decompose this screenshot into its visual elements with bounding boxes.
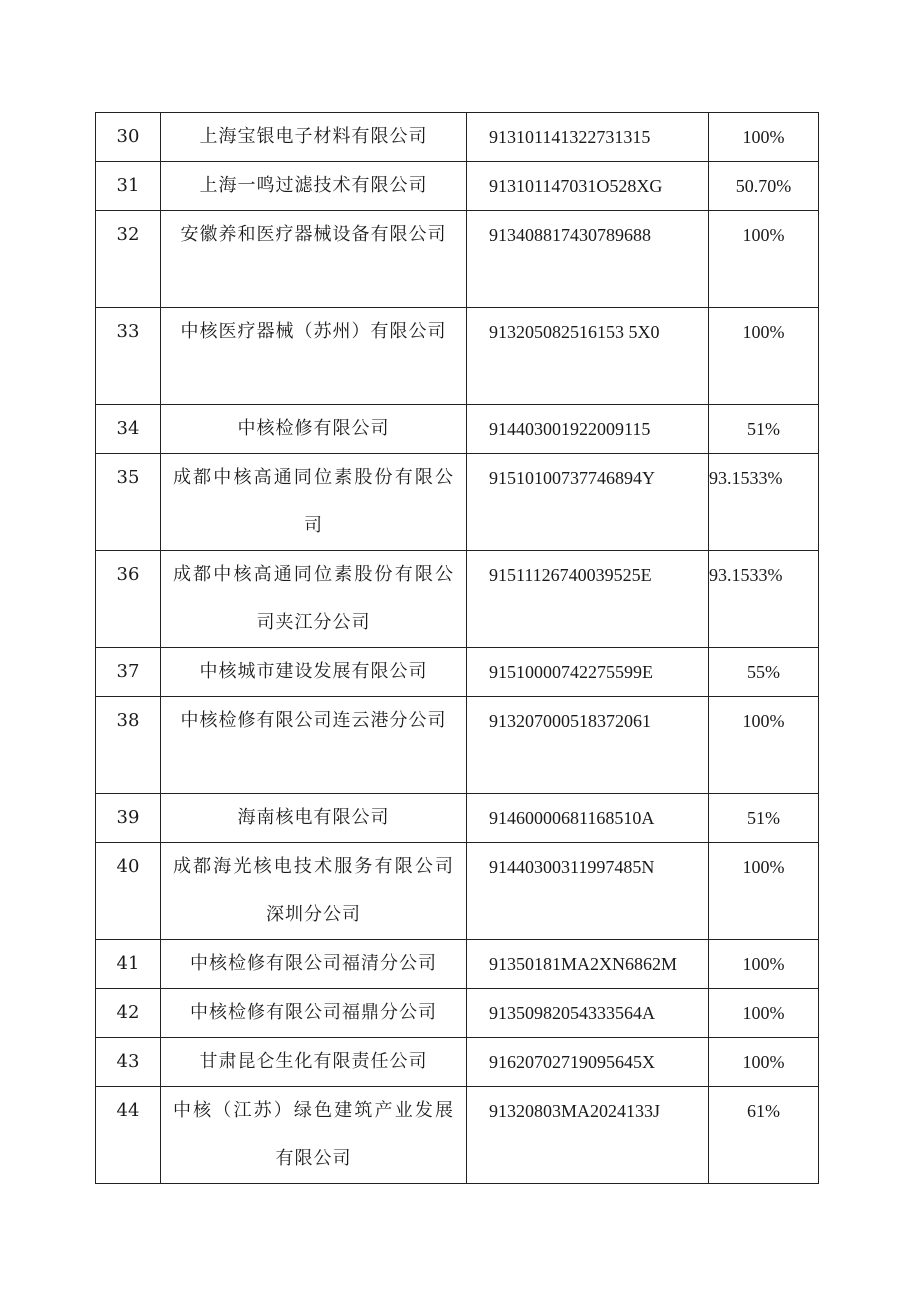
- share-percentage: 100%: [709, 989, 819, 1038]
- row-number: 32: [96, 211, 161, 308]
- share-percentage: 100%: [709, 1038, 819, 1087]
- company-name: 海南核电有限公司: [161, 794, 467, 843]
- credit-code: 914403001922009115: [467, 405, 709, 454]
- table-row: [96, 989, 819, 1038]
- table-row: [96, 162, 819, 211]
- company-name: 中核检修有限公司: [161, 405, 467, 454]
- table-row: [96, 697, 819, 794]
- table-row: [96, 405, 819, 454]
- table-row: [96, 113, 819, 162]
- company-name: 上海一鸣过滤技术有限公司: [161, 162, 467, 211]
- share-percentage: 93.1533%: [709, 454, 819, 551]
- company-name: 成都中核高通同位素股份有限公司: [161, 454, 467, 551]
- company-name: 中核城市建设发展有限公司: [161, 648, 467, 697]
- row-number: 33: [96, 308, 161, 405]
- row-number: 39: [96, 794, 161, 843]
- share-percentage: 55%: [709, 648, 819, 697]
- credit-code: 913205082516153 5X0: [467, 308, 709, 405]
- credit-code: 913101147031O528XG: [467, 162, 709, 211]
- row-number: 36: [96, 551, 161, 648]
- company-table: [95, 112, 819, 1184]
- table-row: [96, 1038, 819, 1087]
- credit-code: 913207000518372061: [467, 697, 709, 794]
- table-row: [96, 648, 819, 697]
- share-percentage: 100%: [709, 843, 819, 940]
- table-row: [96, 454, 819, 551]
- share-percentage: 100%: [709, 113, 819, 162]
- table-row: [96, 1087, 819, 1184]
- company-name: 甘肃昆仑生化有限责任公司: [161, 1038, 467, 1087]
- share-percentage: 100%: [709, 211, 819, 308]
- credit-code: 91350982054333564A: [467, 989, 709, 1038]
- company-name: 成都中核高通同位素股份有限公司夹江分公司: [161, 551, 467, 648]
- credit-code: 913408817430789688: [467, 211, 709, 308]
- company-name: 中核检修有限公司连云港分公司: [161, 697, 467, 794]
- share-percentage: 93.1533%: [709, 551, 819, 648]
- table-row: [96, 843, 819, 940]
- share-percentage: 51%: [709, 794, 819, 843]
- company-name: 中核检修有限公司福鼎分公司: [161, 989, 467, 1038]
- table-row: [96, 308, 819, 405]
- row-number: 43: [96, 1038, 161, 1087]
- share-percentage: 51%: [709, 405, 819, 454]
- company-name: 中核检修有限公司福清分公司: [161, 940, 467, 989]
- company-name: 上海宝银电子材料有限公司: [161, 113, 467, 162]
- credit-code: 91350181MA2XN6862M: [467, 940, 709, 989]
- row-number: 34: [96, 405, 161, 454]
- credit-code: 913101141322731315: [467, 113, 709, 162]
- share-percentage: 100%: [709, 940, 819, 989]
- row-number: 44: [96, 1087, 161, 1184]
- company-name: 中核医疗器械（苏州）有限公司: [161, 308, 467, 405]
- company-name: 安徽养和医疗器械设备有限公司: [161, 211, 467, 308]
- credit-code: 91460000681168510A: [467, 794, 709, 843]
- credit-code: 91320803MA2024133J: [467, 1087, 709, 1184]
- table-row: [96, 551, 819, 648]
- share-percentage: 100%: [709, 308, 819, 405]
- credit-code: 91510000742275599E: [467, 648, 709, 697]
- company-name: 中核（江苏）绿色建筑产业发展有限公司: [161, 1087, 467, 1184]
- row-number: 41: [96, 940, 161, 989]
- row-number: 38: [96, 697, 161, 794]
- table-row: [96, 794, 819, 843]
- credit-code: 91510100737746894Y: [467, 454, 709, 551]
- row-number: 30: [96, 113, 161, 162]
- credit-code: 91620702719095645X: [467, 1038, 709, 1087]
- credit-code: 91511126740039525E: [467, 551, 709, 648]
- row-number: 31: [96, 162, 161, 211]
- row-number: 35: [96, 454, 161, 551]
- table-row: [96, 940, 819, 989]
- row-number: 40: [96, 843, 161, 940]
- company-name: 成都海光核电技术服务有限公司深圳分公司: [161, 843, 467, 940]
- share-percentage: 50.70%: [709, 162, 819, 211]
- credit-code: 91440300311997485N: [467, 843, 709, 940]
- share-percentage: 61%: [709, 1087, 819, 1184]
- table-row: [96, 211, 819, 308]
- row-number: 37: [96, 648, 161, 697]
- share-percentage: 100%: [709, 697, 819, 794]
- row-number: 42: [96, 989, 161, 1038]
